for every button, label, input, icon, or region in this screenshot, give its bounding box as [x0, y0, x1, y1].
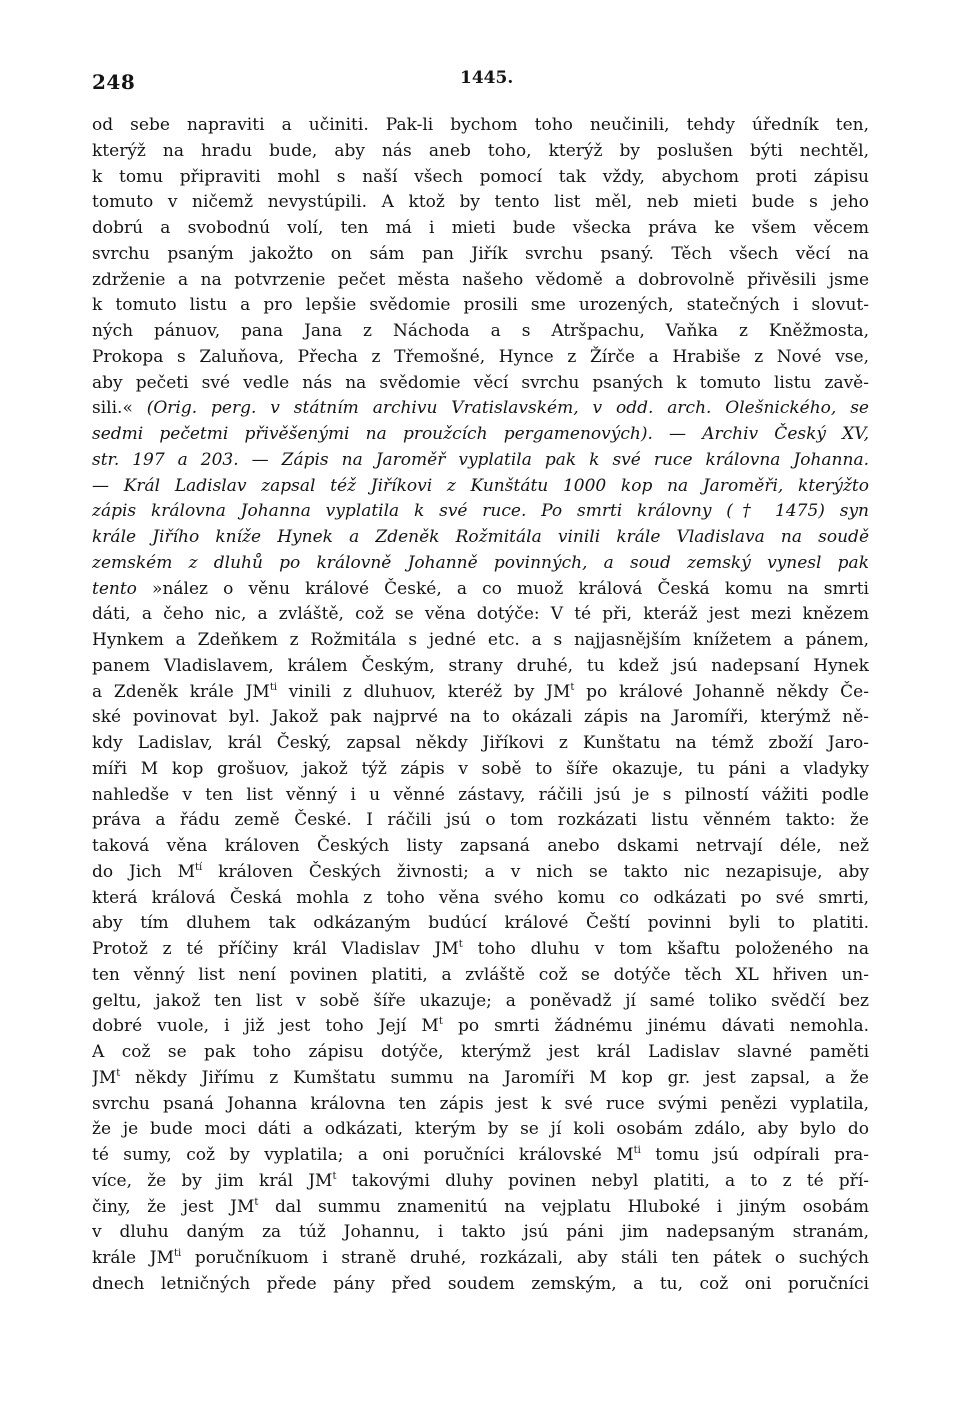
running-head-year: 1445. — [460, 68, 514, 88]
text-line: ten věnný list není povinen platiti, a zvláště což se dotýče těch XL hřiven un- — [92, 964, 869, 985]
superscript: t — [332, 1170, 337, 1182]
text-segment: po králové Johanně někdy Če- — [574, 681, 869, 702]
text-line — [92, 937, 869, 963]
text-line: že je bude moci dáti a odkázati, kterým by se jí koli osobám zdálo, aby bylo do — [92, 1119, 869, 1140]
text-line: taková věna královen Českých listy zapsaná anebo dskami netrvají déle, než — [92, 836, 869, 856]
text-segment: tomu jsú odpírali pra- — [640, 1145, 869, 1165]
text-segment: JM — [92, 1067, 117, 1088]
text-line: dobrú a svobodnú volí, ten má i mieti bude všecka práva ke všem věcem — [92, 218, 869, 238]
text-line — [92, 1195, 869, 1221]
text-line: dáti, a čeho nic, a zvláště, což se věna dotýče: V té při, kteráž jest mezi knězem — [92, 604, 869, 625]
text-segment-italic: tento — [92, 578, 137, 599]
text-segment: více, že by jim král JM — [92, 1170, 333, 1191]
text-line — [92, 577, 869, 603]
text-line: A což se pak toho zápisu dotýče, kterýmž jest král Ladislav slavné paměti — [92, 1042, 869, 1062]
page-number: 248 — [92, 70, 136, 94]
text-line: geltu, jakož ten list v sobě šíře ukazuje; a poněvadž jí samé toliko svědčí bez — [92, 990, 869, 1011]
superscript: t — [254, 1196, 259, 1208]
text-line: zdrženie a na potvrzenie pečet města našeho vědomě a dobrovolně přivěsili jsme — [92, 269, 869, 290]
footnote-italic-line: krále Jiřího kníže Hynek a Zdeněk Rožmitála vinili krále Vladislava na soudě — [92, 527, 869, 547]
text-segment: toho dluhu v tom kšaftu položeného na — [462, 939, 869, 959]
text-line: v dluhu daným za túž Johannu, i takto jsú páni jim nadepsaným stranám, — [92, 1222, 869, 1243]
text-line: tomuto v ničemž nevystúpili. A ktož by tento list měl, neb mieti bude s jeho — [92, 192, 869, 213]
text-line: svrchu psaná Johanna královna ten zápis jest k své ruce svými penězi vyplatila, — [92, 1093, 869, 1114]
page-header — [92, 70, 869, 100]
footnote-italic-line: zemském z dluhů po královně Johanně povinných, a soud zemský vynesl pak — [92, 552, 869, 573]
citation-italic: (Orig. perg. v státním archivu Vratislavském, v odd. arch. Olešnického, se — [146, 398, 869, 419]
text-segment: té sumy, což by vyplatila; a oni poručníci královské M — [92, 1145, 634, 1165]
text-segment: »nález o věnu králové České, a co muož králová Česká komu na smrti — [152, 578, 869, 599]
superscript: t — [116, 1067, 121, 1079]
text-line — [92, 1014, 869, 1040]
superscript: t — [438, 1016, 443, 1028]
text-segment: a Zdeněk krále JM — [92, 681, 270, 702]
text-segment: krále JM — [92, 1248, 174, 1268]
text-segment: sili.« — [92, 398, 133, 419]
text-line: aby tím dluhem tak odkázaným budúcí králové Čeští povinni byli to platiti. — [92, 913, 869, 934]
superscript: tí — [195, 861, 203, 873]
text-line — [92, 1066, 869, 1092]
superscript: t — [458, 939, 463, 950]
text-line: aby pečeti své vedle nás na svědomie věcí svrchu psaných k tomuto listu zavě- — [92, 372, 869, 393]
text-line: nahledše v ten list věnný i u věnné zástavy, ráčili jsú je s pilností vážiti podle — [92, 784, 869, 805]
text-line: k tomu připraviti mohl s naší všech pomocí tak vždy, abychom proti zápisu — [92, 166, 869, 187]
text-line: která králová Česká mohla z toho věna svého komu co odkázati po své smrti, — [92, 887, 869, 908]
text-line — [92, 1246, 869, 1272]
text-line: ných pánuov, pana Jana z Náchoda a s Atršpachu, Vaňka z Kněžmosta, — [92, 321, 869, 341]
text-line — [92, 1169, 869, 1195]
superscript: t — [570, 681, 575, 693]
text-segment: dal summu znamenitú na vejplatu Hluboké i jiným osobám — [258, 1196, 869, 1217]
text-line: ské povinovat byl. Jakož pak najprvé na to okázali zápis na Jaromíři, kterýmž ně- — [92, 707, 869, 728]
superscript: ti — [633, 1145, 641, 1156]
text-line: práva a řádu země České. I ráčili jsú o tom rozkázati listu věnném takto: že — [92, 810, 869, 831]
text-line: kterýž na hradu bude, aby nás aneb toho, kterýž by poslušen býti nechtěl, — [92, 140, 869, 161]
body-text — [92, 113, 869, 1298]
text-segment: Protož z té příčiny král Vladislav JM — [92, 939, 459, 959]
superscript: ti — [173, 1248, 182, 1259]
text-segment: do Jich M — [92, 861, 196, 882]
text-line: dnech letničných přede pány před soudem zemským, a tu, což oni poručníci — [92, 1273, 869, 1294]
superscript: ti — [269, 681, 278, 693]
text-line: Hynkem a Zdeňkem z Rožmitála s jedné etc. a s najjasnějším knížetem a pánem, — [92, 630, 869, 650]
text-line — [92, 680, 869, 706]
text-line: od sebe napraviti a učiniti. Pak-li bychom toho neučinili, tehdy úředník ten, — [92, 115, 869, 135]
text-segment: královen Českých živnosti; a v nich se takto nic nezapisuje, aby — [202, 861, 869, 882]
footnote-italic-line: zápis královna Johanna vyplatila k své ruce. Po smrti královny († 1475) syn — [92, 501, 869, 522]
footnote-italic-line: sedmi pečetmi přivěšenými na proužcích pergamenových). — Archiv Český XV, — [92, 424, 869, 444]
text-line: Prokopa s Zaluňova, Přecha z Třemošné, Hynce z Žírče a Hrabiše z Nové vse, — [92, 346, 869, 367]
text-line — [92, 860, 869, 886]
text-segment: někdy Jiřímu z Kumštatu summu na Jaromíři M kop gr. jest zapsal, a že — [120, 1067, 869, 1088]
text-segment: vinili z dluhuov, kteréž by JM — [277, 681, 571, 702]
text-segment: takovými dluhy povinen nebyl platiti, a to z té pří- — [336, 1170, 869, 1191]
text-line: k tomuto listu a pro lepšie svědomie prosili sme urozených, statečných i slovut- — [92, 295, 869, 316]
text-line — [92, 396, 869, 422]
text-segment: po smrti žádnému jinému dávati nemohla. — [442, 1016, 869, 1037]
text-line: svrchu psaným jakožto on sám pan Jiřík svrchu psaný. Těch všech věcí na — [92, 243, 869, 264]
text-segment: činy, že jest JM — [92, 1196, 255, 1217]
footnote-italic-line: — Král Ladislav zapsal též Jiříkovi z Kunštátu 1000 kop na Jaroměři, kterýžto — [92, 475, 869, 496]
text-line — [92, 1143, 869, 1169]
text-line: míři M kop grošuov, jakož týž zápis v sobě to šíře okazuje, tu páni a vladyky — [92, 758, 869, 779]
text-segment: dobré vuole, i již jest toho Její M — [92, 1016, 439, 1037]
text-line: panem Vladislavem, králem Českým, strany druhé, tu kdež jsú nadepsaní Hynek — [92, 655, 869, 676]
text-line: kdy Ladislav, král Český, zapsal někdy Jiříkovi z Kunštatu na témž zboží Jaro- — [92, 733, 869, 753]
footnote-italic-line: str. 197 a 203. — Zápis na Jaroměř vyplatila pak k své ruce královna Johanna. — [92, 449, 869, 470]
text-segment: poručníkuom i straně druhé, rozkázali, aby stáli ten pátek o suchých — [181, 1248, 869, 1268]
